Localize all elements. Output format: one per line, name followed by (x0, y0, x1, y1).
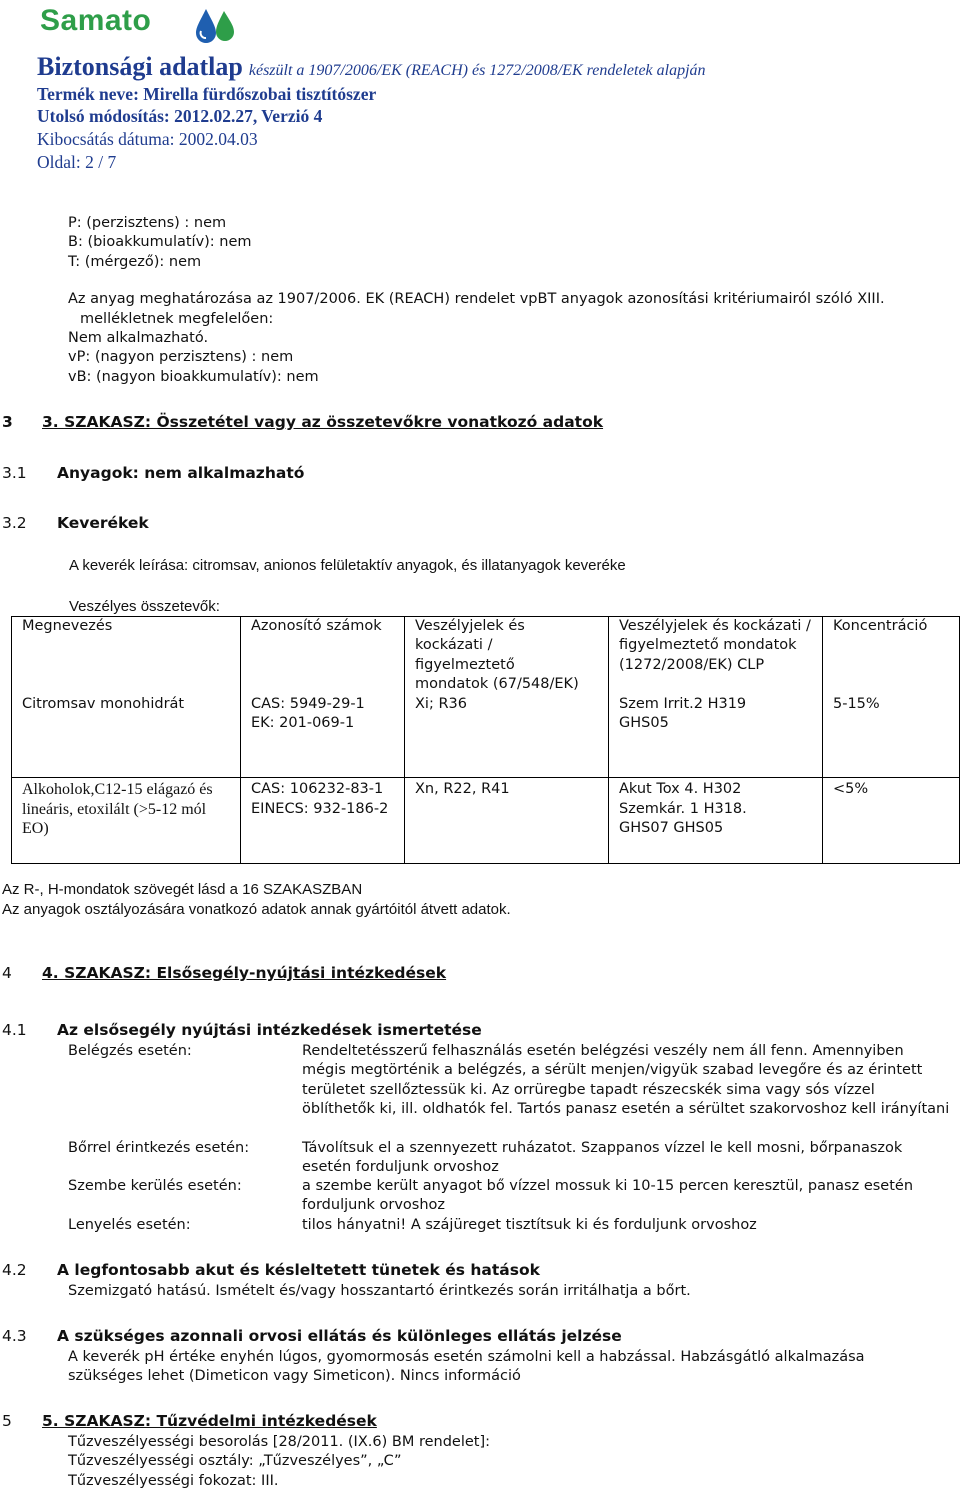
table-cell: Szem Irrit.2 H319 GHS05 (609, 695, 823, 778)
page-number: Oldal: 2 / 7 (37, 152, 117, 172)
table-header-row (12, 617, 960, 695)
section-3-2-title: Keverékek (57, 514, 149, 532)
table-cell: Akut Tox 4. H302 Szemkár. 1 H318. GHS07 GHS05 (609, 778, 823, 864)
section-5-number: 5 (2, 1412, 12, 1430)
section-3-2-number: 3.2 (2, 514, 27, 532)
header-cell: Megnevezés (12, 617, 241, 695)
section-3-1-title: Anyagok: nem alkalmazható (57, 464, 305, 482)
table-row (12, 778, 960, 864)
modified-line: Utolsó módosítás: 2012.02.27, Verzió 4 (37, 106, 323, 126)
vpvb-intro-cont: mellékletnek megfelelően: (80, 311, 274, 327)
section-4-3-number: 4.3 (2, 1327, 27, 1345)
note-r-h-phrases: Az R-, H-mondatok szövegét lásd a 16 SZAKASZBAN (2, 881, 363, 898)
table-cell: <5% (823, 778, 960, 864)
product-name-line: Termék neve: Mirella fürdőszobai tisztítószer (37, 84, 377, 104)
medical-attention-text-cont: szükséges lehet (Dimeticon vagy Simeticon). Nincs információ (68, 1368, 521, 1384)
section-3-title: 3. SZAKASZ: Összetétel vagy az összetevőkre vonatkozó adatok (42, 413, 604, 431)
symptoms-text: Szemizgató hatású. Ismételt és/vagy hosszantartó érintkezés során irritálhatja a bőrt. (68, 1283, 691, 1299)
table-cell: Xi; R36 (405, 695, 609, 778)
fire-degree: Tűzveszélyességi fokozat: III. (68, 1473, 279, 1489)
water-drops-icon (194, 7, 238, 49)
section-4-number: 4 (2, 964, 12, 982)
vpvb-intro: Az anyag meghatározása az 1907/2006. EK (REACH) rendelet vpBT anyagok azonosítási kritériumairól szóló XIII. (68, 291, 885, 307)
first-aid-label-ingestion: Lenyelés esetén: (68, 1217, 191, 1233)
fire-classification: Tűzveszélyességi besorolás [28/2011. (IX.6) BM rendelet]: (68, 1434, 490, 1450)
mixture-description: A keverék leírása: citromsav, anionos felületaktív anyagok, és illatanyagok keveréke (69, 557, 626, 574)
vpvb-na: Nem alkalmazható. (68, 330, 209, 346)
issued-line: Kibocsátás dátuma: 2002.04.03 (37, 129, 258, 149)
first-aid-label-eye: Szembe kerülés esetén: (68, 1178, 242, 1194)
first-aid-text-inhalation: Rendeltetésszerű felhasználás esetén belégzési veszély nem áll fenn. Amennyiben mégis megtörténik a belégzés, a sérült menjen/vigyük szabad levegőre és az érintett területet szellőztessük ki. Az orrüregbe tapadt részecskék sima vagy sós vízzel öblíthetők ki, ill. oldhatók fel. Tartós panasz esetén a sérültet szakorvoshoz kell irányítani (302, 1043, 950, 1118)
vpvb-vb: vB: (nagyon bioakkumulatív): nem (68, 369, 319, 385)
first-aid-text-skin: Távolítsuk el a szennyezett ruházatot. Szappanos vízzel le kell mosni, bőrpanaszok esetén forduljunk orvoshoz (302, 1140, 903, 1176)
table-cell: 5-15% (823, 695, 960, 778)
section-4-3-title: A szükséges azonnali orvosi ellátás és különleges ellátás jelzése (57, 1327, 622, 1345)
first-aid-label-skin: Bőrrel érintkezés esetén: (68, 1140, 250, 1156)
pbt-t: T: (mérgező): nem (68, 254, 202, 270)
header-cell: Koncentráció (823, 617, 960, 695)
table-cell: Citromsav monohidrát (12, 695, 241, 778)
section-3-1-number: 3.1 (2, 464, 27, 482)
fire-class: Tűzveszélyességi osztály: „Tűzveszélyes”, „C” (68, 1453, 402, 1469)
table-cell: Xn, R22, R41 (405, 778, 609, 864)
section-4-1-title: Az elsősegély nyújtási intézkedések ismertetése (57, 1021, 482, 1039)
section-4-1-number: 4.1 (2, 1021, 27, 1039)
hazardous-components-label: Veszélyes összetevők: (69, 598, 220, 615)
header-cell: Veszélyjelek és kockázati / figyelmeztető mondatok (1272/2008/EK) CLP (609, 617, 823, 695)
medical-attention-text: A keverék pH értéke enyhén lúgos, gyomormosás esetén számolni kell a habzással. Habzásgátló alkalmazása (68, 1349, 865, 1365)
section-4-2-number: 4.2 (2, 1261, 27, 1279)
section-3-number: 3 (2, 413, 13, 431)
first-aid-text-ingestion: tilos hányatni! A szájüreget tisztítsuk ki és forduljunk orvoshoz (302, 1217, 757, 1233)
components-table (11, 616, 960, 864)
header-cell: Azonosító számok (241, 617, 405, 695)
table-cell: Alkoholok,C12-15 elágazó és lineáris, etoxilált (>5-12 mól EO) (12, 778, 241, 864)
table-row (12, 695, 960, 778)
table-cell: CAS: 106232-83-1 EINECS: 932-186-2 (241, 778, 405, 864)
document-title: Biztonsági adatlap készült a 1907/2006/EK (REACH) és 1272/2008/EK rendeletek alapján (37, 52, 706, 81)
pbt-p: P: (perzisztens) : nem (68, 215, 227, 231)
document-subtitle: készült a 1907/2006/EK (REACH) és 1272/2008/EK rendeletek alapján (248, 62, 706, 79)
brand-logo-text: Samato (40, 4, 152, 37)
vpvb-vp: vP: (nagyon perzisztens) : nem (68, 349, 294, 365)
note-classification-source: Az anyagok osztályozására vonatkozó adatok annak gyártóitól átvett adatok. (2, 901, 511, 918)
header-cell: Veszélyjelek és kockázati / figyelmeztető mondatok (67/548/EK) (405, 617, 609, 695)
section-4-title: 4. SZAKASZ: Elsősegély-nyújtási intézkedések (42, 964, 447, 982)
section-5-title: 5. SZAKASZ: Tűzvédelmi intézkedések (42, 1412, 377, 1430)
first-aid-label-inhalation: Belégzés esetén: (68, 1043, 192, 1059)
section-4-2-title: A legfontosabb akut és késleltetett tünetek és hatások (57, 1261, 540, 1279)
pbt-b: B: (bioakkumulatív): nem (68, 234, 252, 250)
first-aid-text-eye: a szembe került anyagot bő vízzel mossuk ki 10-15 percen keresztül, panasz esetén forduljunk orvoshoz (302, 1178, 914, 1214)
table-cell: CAS: 5949-29-1 EK: 201-069-1 (241, 695, 405, 778)
